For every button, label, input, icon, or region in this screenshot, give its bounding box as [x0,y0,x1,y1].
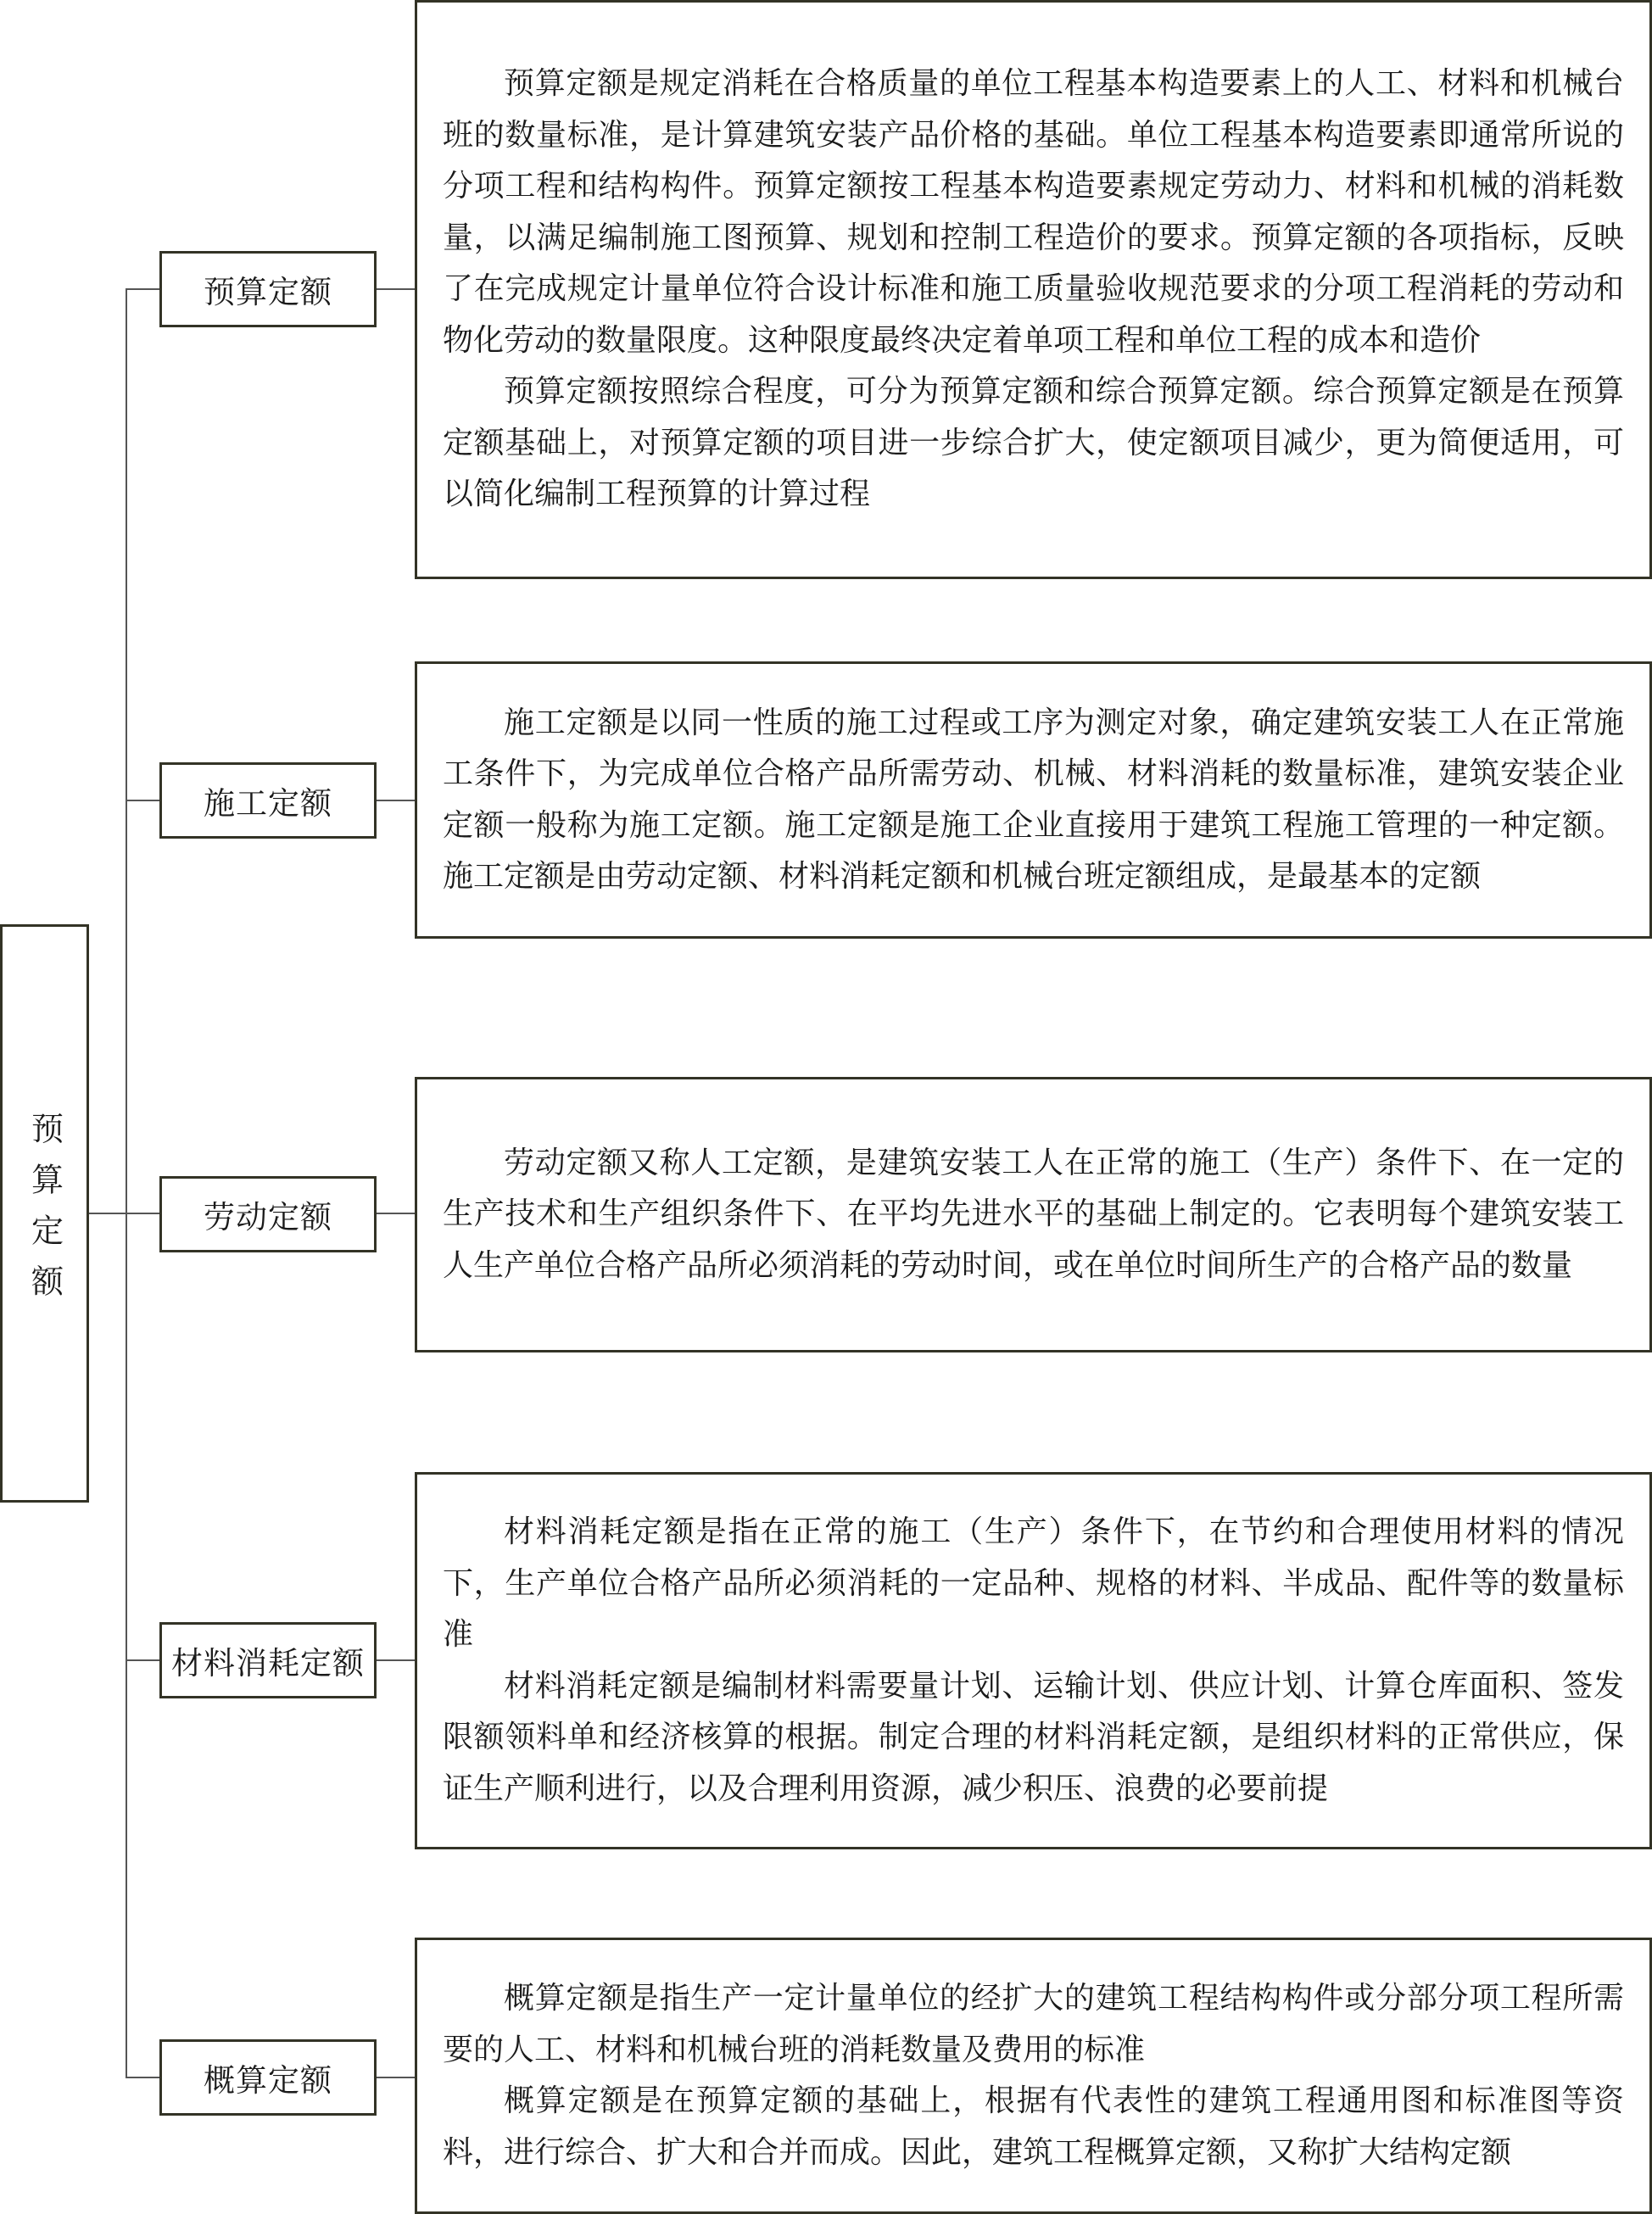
desc-paragraph: 概算定额是指生产一定计量单位的经扩大的建筑工程结构构件或分部分项工程所需要的人工、材料和机械台班的消耗数量及费用的标准 [443,1981,1624,2067]
branch-node-material-quota [159,1622,377,1698]
branch-connector-3 [126,1213,159,1214]
desc-paragraph: 劳动定额又称人工定额，是建筑安装工人在正常的施工（生产）条件下、在一定的生产技术和生产组织条件下、在平均先进水平的基础上制定的。它表明每个建筑安装工人生产单位合格产品所必须消耗的劳动时间，或在单位时间所生产的合格产品的数量 [443,1145,1624,1283]
desc-box-construction-quota [415,661,1652,939]
desc-paragraph: 预算定额是规定消耗在合格质量的单位工程基本构造要素上的人工、材料和机械台班的数量标准，是计算建筑安装产品价格的基础。单位工程基本构造要素即通常所说的分项工程和结构构件。预算定额按工程基本构造要素规定劳动力、材料和机械的消耗数量，以满足编制施工图预算、规划和控制工程造价的要求。预算定额的各项指标，反映了在完成规定计量单位符合设计标准和施工质量验收规范要求的分项工程消耗的劳动和物化劳动的数量限度。这种限度最终决定着单项工程和单位工程的成本和造价 [443,66,1624,358]
root-title: 预算定额 [25,1112,64,1315]
desc-paragraph: 材料消耗定额是指在正常的施工（生产）条件下，在节约和合理使用材料的情况下，生产单位合格产品所必须消耗的一定品种、规格的材料、半成品、配件等的数量标准 [443,1514,1624,1652]
root-node [0,924,89,1503]
branch-connector-4 [126,1659,159,1661]
desc-connector-4 [377,1659,415,1661]
desc-paragraph: 预算定额按照综合程度，可分为预算定额和综合预算定额。综合预算定额是在预算定额基础上，对预算定额的项目进一步综合扩大，使定额项目减少，更为简便适用，可以简化编制工程预算的计算过程 [443,374,1624,512]
branch-node-labor-quota [159,1176,377,1252]
desc-box-labor-quota [415,1077,1652,1352]
branch-label: 材料消耗定额 [171,1645,365,1681]
trunk-line [126,288,127,2078]
desc-connector-1 [377,288,415,290]
desc-paragraph: 材料消耗定额是编制材料需要量计划、运输计划、供应计划、计算仓库面积、签发限额领料单和经济核算的根据。制定合理的材料消耗定额，是组织材料的正常供应，保证生产顺利进行，以及合理利用资源，减少积压、浪费的必要前提 [443,1668,1624,1806]
desc-connector-3 [377,1213,415,1214]
branch-node-estimate-quota [159,2039,377,2116]
desc-paragraph: 施工定额是以同一性质的施工过程或工序为测定对象，确定建筑安装工人在正常施工条件下，为完成单位合格产品所需劳动、机械、材料消耗的数量标准，建筑安装企业定额一般称为施工定额。施工定额是施工企业直接用于建筑工程施工管理的一种定额。施工定额是由劳动定额、材料消耗定额和机械台班定额组成，是最基本的定额 [443,705,1624,894]
branch-connector-1 [126,288,159,290]
desc-box-budget-quota [415,0,1652,579]
desc-connector-2 [377,800,415,801]
desc-box-material-quota [415,1472,1652,1849]
root-connector [89,1213,127,1214]
branch-connector-5 [126,2077,159,2078]
branch-label: 预算定额 [204,274,332,310]
desc-paragraph: 概算定额是在预算定额的基础上，根据有代表性的建筑工程通用图和标准图等资料，进行综合、扩大和合并而成。因此，建筑工程概算定额，又称扩大结构定额 [443,2083,1624,2170]
branch-node-budget-quota [159,251,377,327]
desc-box-estimate-quota [415,1938,1652,2214]
branch-connector-2 [126,800,159,801]
desc-connector-5 [377,2077,415,2078]
branch-label: 施工定额 [204,785,332,822]
branch-node-construction-quota [159,762,377,839]
branch-label: 劳动定额 [204,1199,332,1235]
branch-label: 概算定额 [204,2062,332,2099]
